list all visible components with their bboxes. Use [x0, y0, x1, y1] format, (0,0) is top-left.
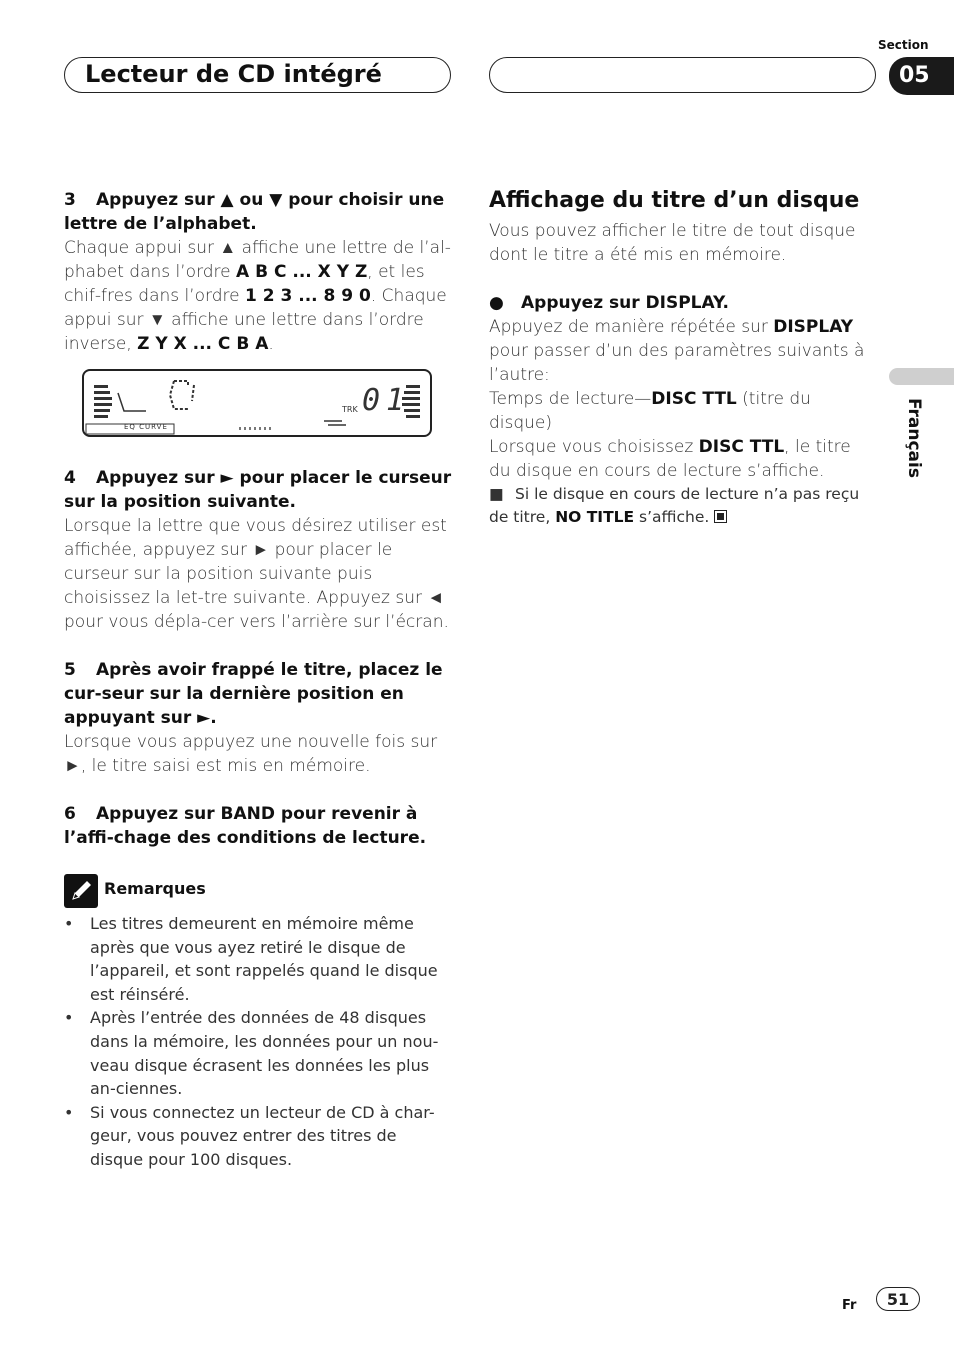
- note-text: ■ Si le disque en cours de lecture n’a pas reçu de titre, NO TITLE s’affiche.: [489, 485, 860, 526]
- list-item: • Après l’entrée des données de 48 disques dans la mémoire, les données pour un nou-veau disque écrasent les données les plus an-ciennes.: [64, 1008, 439, 1099]
- lcd-eq-label: EQ CURVE: [124, 423, 168, 431]
- notes-list: [64, 912, 454, 1172]
- step-6-title: 6 Appuyez sur BAND pour revenir à l’affi-chage des conditions de lecture.: [64, 804, 427, 848]
- left-column: [64, 188, 454, 356]
- lcd-track-digits: 01: [362, 383, 411, 418]
- paragraph-1: Appuyez de manière répétée sur DISPLAY pour passer d’un des paramètres suivants à l’autre:: [489, 317, 865, 385]
- step-3-text: Chaque appui sur ▲ affiche une lettre de l’al-phabet dans l’ordre A B C ... X Y Z, et les chif-fres dans l’ordre 1 2 3 ... 8 9 0. Chaque appui sur ▼ affiche une lettre dans l’ordre inverse, Z Y X ... C B A.: [64, 238, 451, 354]
- step-4-title: 4 Appuyez sur ► pour placer le curseur sur la position suivante.: [64, 468, 452, 512]
- right-column: [489, 187, 869, 529]
- language-tab: [889, 368, 954, 385]
- lcd-display-illustration: [82, 369, 432, 437]
- page-number: 51: [876, 1287, 920, 1311]
- step-5-title: 5 Après avoir frappé le titre, placez le cur-seur sur la dernière position en appuyant sur ►.: [64, 660, 443, 728]
- header-title-box: [64, 57, 451, 93]
- pencil-icon: [64, 874, 98, 908]
- bullet-step-title: ● Appuyez sur DISPLAY.: [489, 293, 730, 313]
- paragraph-2: Temps de lecture—DISC TTL (titre du disque): [489, 389, 811, 433]
- section-number: 05: [889, 57, 954, 95]
- language-label: Français: [904, 398, 924, 478]
- step-4-text: Lorsque la lettre que vous désirez utiliser est affichée, appuyez sur ► pour placer le curseur sur la position suivante puis choisissez la let-tre suivante. Appuyez sur ◄ pour vous dépla-cer vers l’arrière sur l’écran.: [64, 516, 449, 632]
- notes-heading: Remarques: [104, 879, 206, 898]
- step-5-text: Lorsque vous appuyez une nouvelle fois sur ►, le titre saisi est mis en mémoire.: [64, 732, 438, 776]
- intro-text: Vous pouvez afficher le titre de tout disque dont le titre a été mis en mémoire.: [489, 221, 856, 265]
- header-empty-box: [489, 57, 876, 93]
- left-column-continued: [64, 466, 454, 850]
- section-heading: Affichage du titre d’un disque: [489, 188, 860, 213]
- notes-icon: [64, 874, 98, 908]
- step-3-title: 3 Appuyez sur ▲ ou ▼ pour choisir une lettre de l’alphabet.: [64, 190, 445, 234]
- paragraph-3: Lorsque vous choisissez DISC TTL, le titre du disque en cours de lecture s’affiche.: [489, 437, 851, 481]
- list-item: • Les titres demeurent en mémoire même après que vous ayez retiré le disque de l’appareil, et sont rappelés quand le disque est réinséré.: [64, 914, 438, 1004]
- lcd-trk-text: TRK: [342, 405, 358, 414]
- section-label: Section: [878, 38, 929, 52]
- page-title: Lecteur de CD intégré: [85, 60, 382, 88]
- list-item: • Si vous connectez un lecteur de CD à char-geur, vous pouvez entrer des titres de disque pour 100 disques.: [64, 1102, 435, 1169]
- footer-lang-code: Fr: [842, 1298, 857, 1313]
- end-mark-icon: [714, 510, 727, 523]
